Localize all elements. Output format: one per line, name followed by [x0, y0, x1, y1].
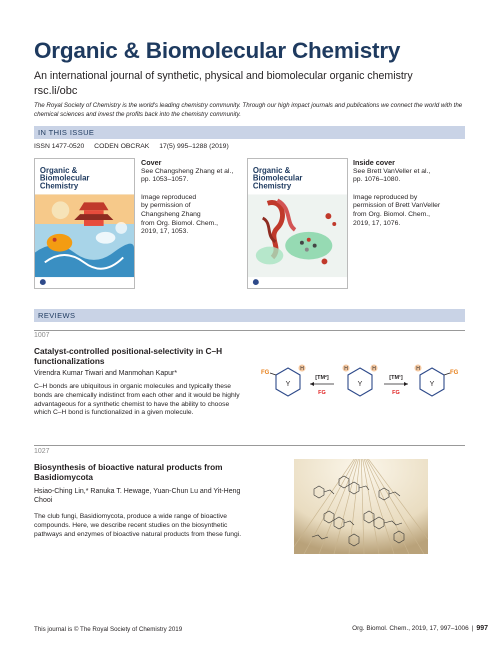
front-cover-credit-3: Changsheng Zhang [141, 210, 201, 218]
coden: CODEN OBCRAK [94, 143, 150, 150]
front-cover-caption [141, 159, 236, 237]
citation-text: Org. Biomol. Chem., 2019, 17, 997–1006 [352, 625, 469, 632]
copyright-footer: This journal is © The Royal Society of Chemistry 2019 [34, 626, 183, 633]
issn: ISSN 1477-0520 [34, 143, 85, 150]
front-cover-image[interactable] [34, 158, 135, 289]
article-page-number: 1007 [34, 332, 50, 339]
inside-thumb-title-3: Chemistry [252, 181, 292, 191]
middle-ring-h-2: H [372, 366, 376, 372]
inside-cover-image[interactable] [247, 158, 348, 289]
right-ring-y: Y [429, 381, 435, 388]
cover-thumb-title-1: Organic & [39, 165, 78, 175]
article-abstract: C–H bonds are ubiquitous in organic molecules and typically these bonds are chemically indistinct from each other and it would be highly advantageous for a synthetic chemist to have the ability to choose which C–H bond is functionalized in a given molecule. [34, 383, 240, 417]
inside-cover-ref[interactable]: See Brett VanVeller et al., [353, 167, 431, 175]
article-authors: Hsiao-Ching Lin,* Ranuka T. Hewage, Yuan-Chun Lu and Yit-Heng Chooi [34, 488, 241, 504]
left-ring-y: Y [285, 381, 291, 388]
volume: 17(5) 995–1288 (2019) [159, 143, 229, 150]
cover-thumb-title-2: Biomolecular [39, 173, 90, 183]
reagent-1-label: [TM¹] [389, 375, 403, 381]
citation-footer: Org. Biomol. Chem., 2019, 17, 997–1006 | 997 [352, 625, 488, 632]
front-cover-ref[interactable]: See Changsheng Zhang et al., [141, 167, 234, 175]
issn-line [34, 143, 237, 150]
right-fg-label: FG [450, 370, 459, 376]
front-cover-credit-1: Image reproduced [141, 193, 197, 201]
right-ring-h: H [416, 366, 420, 372]
article-divider [34, 330, 465, 331]
inside-cover-pages[interactable]: pp. 1076–1080. [353, 176, 401, 184]
article-page-number: 1027 [34, 448, 50, 455]
left-fg-label: FG [261, 370, 270, 376]
inside-cover-heading: Inside cover [353, 158, 395, 167]
article-authors: Virendra Kumar Tiwari and Manmohan Kapur* [34, 370, 178, 377]
article-divider [34, 445, 465, 446]
front-cover-credit-4: from Org. Biomol. Chem., [141, 219, 219, 227]
page-number: 997 [476, 625, 488, 632]
mushroom-gills-graphic [294, 459, 428, 554]
in-this-issue-bar: IN THIS ISSUE [34, 126, 465, 139]
reagent-1-fg: FG [392, 390, 400, 396]
inside-thumb-title-2: Biomolecular [252, 173, 303, 183]
front-cover-credit-5: 2019, 17, 1053. [141, 228, 189, 236]
reagent-2-fg: FG [318, 390, 326, 396]
inside-thumb-title-1: Organic & [252, 165, 291, 175]
middle-ring-y: Y [357, 381, 363, 388]
front-cover-pages[interactable]: pp. 1053–1057. [141, 176, 189, 184]
left-ring-h: H [300, 366, 304, 372]
inside-cover-credit-3: from Org. Biomol. Chem., [353, 210, 431, 218]
article-abstract: The club fungi, Basidiomycota, produce a wide range of bioactive compounds. Here, we describe recent studies on the biosynthetic pathways and enzymes of bioactive natural products from these fungi. [34, 513, 242, 538]
rsc-blurb: The Royal Society of Chemistry is the world's leading chemistry community. Through our high impact journals and publications we connect the world with the chemical sciences and invest the profits back into the chemistry community. [34, 102, 463, 118]
inside-cover-caption [353, 159, 448, 228]
reviews-bar: REVIEWS [34, 309, 465, 322]
article-title[interactable]: Catalyst-controlled positional-selectivity in C–H functionalizations [34, 346, 223, 367]
front-cover-heading: Cover [141, 158, 162, 167]
journal-title: Organic & Biomolecular Chemistry [34, 38, 401, 63]
middle-ring-h-1: H [344, 366, 348, 372]
inside-cover-credit-4: 2019, 17, 1076. [353, 219, 401, 227]
inside-cover-credit-2: permission of Brett VanVeller [353, 202, 441, 210]
reaction-scheme-graphic [258, 352, 463, 424]
journal-subtitle: An international journal of synthetic, physical and biomolecular organic chemistry [34, 70, 413, 82]
article-title[interactable]: Biosynthesis of bioactive natural products from Basidiomycota [34, 462, 223, 483]
inside-cover-credit-1: Image reproduced by [353, 193, 418, 201]
front-cover-credit-2: by permission of [141, 202, 191, 210]
journal-url[interactable]: rsc.li/obc [34, 85, 78, 97]
reagent-2-label: [TM²] [315, 375, 329, 381]
cover-thumb-title-3: Chemistry [39, 181, 79, 191]
